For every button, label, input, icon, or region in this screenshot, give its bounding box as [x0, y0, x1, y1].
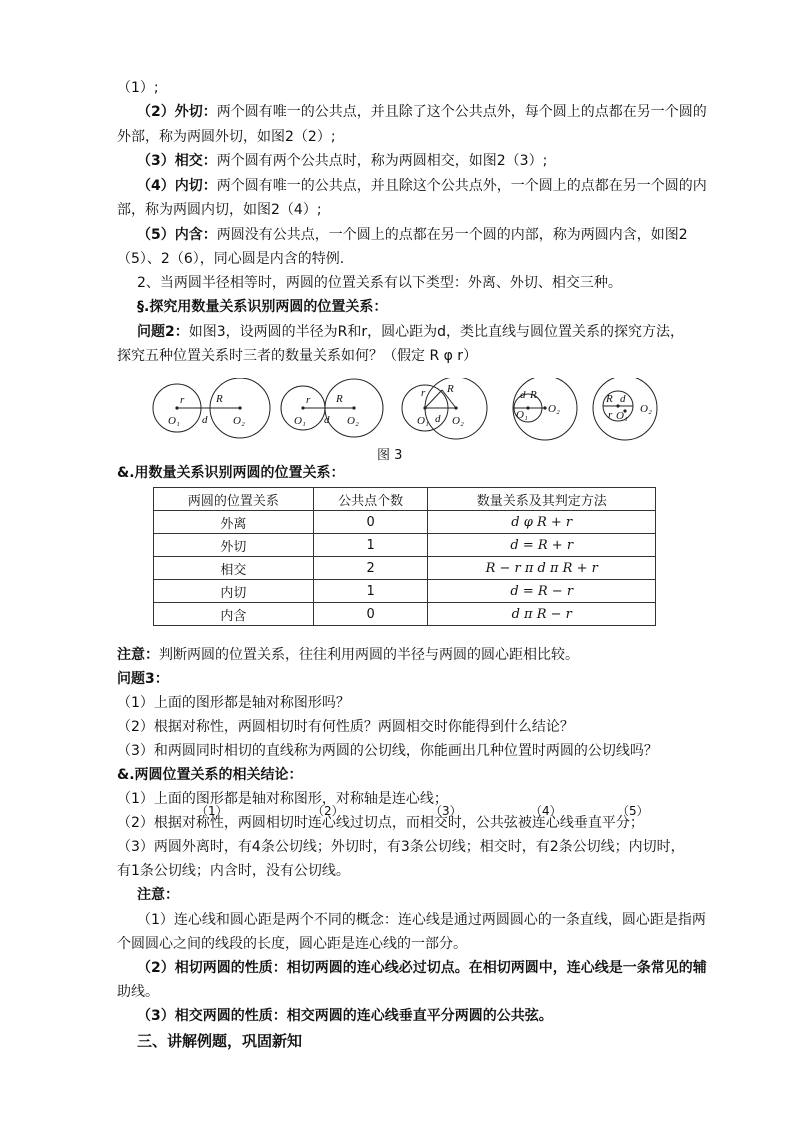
table-header-row	[154, 488, 656, 511]
label-d: d	[435, 413, 441, 425]
text-line: 有1条公切线；内含时，没有公切线。	[117, 863, 350, 879]
text-line: （5）、2（6），同心圆是内含的特例.	[117, 251, 345, 267]
column-header: 两圆的位置关系	[154, 488, 314, 511]
column-header: 公共点个数	[313, 488, 428, 511]
table-row	[154, 557, 656, 580]
figure-sublabel: （2）	[312, 804, 344, 818]
text-line: （1）连心线和圆心距是两个不同的概念：连心线是通过两圆圆心的一条直线，圆心距是指两	[137, 912, 706, 928]
table-row	[154, 603, 656, 626]
section-heading: §.探究用数量关系识别两圆的位置关系：	[137, 299, 388, 315]
text-span: 两圆没有公共点，一个圆上的点都在另一个圆的内部，称为两圆内含，如图2	[216, 227, 688, 243]
label-O2: O₂	[233, 415, 245, 427]
label-contained: （5）内含：	[137, 227, 217, 243]
label-r: r	[306, 394, 311, 406]
text-line	[137, 176, 737, 196]
label-d: d	[520, 389, 526, 401]
question-label: 问题2：	[137, 324, 189, 340]
figure-sublabel: （5）	[617, 804, 649, 818]
label-intersect: （3）相交：	[137, 153, 217, 169]
table-cell: 2	[313, 557, 428, 580]
label-R: R	[606, 393, 613, 405]
label-d: d	[620, 393, 626, 405]
label-d: d	[324, 414, 330, 426]
note-label: 注意：	[117, 647, 159, 663]
text-line: 探究五种位置关系时三者的数量关系如何？（假定 R φ r）	[117, 348, 478, 364]
text-line: （3）两圆外离时，有4条公切线；外切时，有3条公切线；相交时，有2条公切线；内切时，	[117, 839, 685, 855]
figure-3-diagram	[150, 378, 670, 448]
text-line: 外部，称为两圆外切，如图2（2）;	[117, 129, 336, 145]
text-line: （1）上面的图形都是轴对称图形吗？	[117, 695, 350, 711]
table-cell: 1	[313, 580, 428, 603]
text-line	[137, 225, 737, 245]
label-O1: O₁	[417, 415, 429, 427]
label-R: R	[530, 389, 537, 401]
text-line: （2）根据对称性，两圆相切时连心线过切点，而相交时，公共弦被连心线垂直平分；	[117, 815, 644, 831]
label-r: r	[421, 387, 426, 399]
text-line	[117, 645, 717, 665]
label-O2: O₂	[452, 415, 464, 427]
label-R: R	[447, 383, 454, 395]
text-line: 个圆圆心之间的线段的长度，圆心距是连心线的一部分。	[117, 936, 467, 952]
table-row	[154, 511, 656, 534]
table-cell: R − r π d π R + r	[428, 557, 656, 580]
text-line: 部，称为两圆内切，如图2（4）;	[117, 202, 322, 218]
label-r: r	[608, 409, 613, 421]
text-line	[137, 102, 737, 122]
column-header: 数量关系及其判定方法	[428, 488, 656, 511]
label-O1: O₁	[294, 415, 306, 427]
table-cell: 内切	[154, 580, 314, 603]
table-cell: d = R + r	[428, 534, 656, 557]
text-line: （1）上面的图形都是轴对称图形，对称轴是连心线；	[117, 791, 448, 807]
table-cell: 内含	[154, 603, 314, 626]
figure-sublabel: （3）	[430, 804, 462, 818]
section-title: 三、讲解例题，巩固新知	[137, 1032, 303, 1050]
question-label: 问题3：	[117, 671, 169, 687]
table-cell: 外离	[154, 511, 314, 534]
label-O2: O₂	[640, 403, 652, 415]
text-span: 两个圆有唯一的公共点，并且除这个公共点外，一个圆上的点都在另一个圆的内	[216, 178, 707, 194]
label-r: r	[180, 394, 185, 406]
section-heading: &.两圆位置关系的相关结论：	[117, 767, 303, 783]
label-O1: O₁	[616, 410, 628, 422]
table-row	[154, 580, 656, 603]
table-cell: 相交	[154, 557, 314, 580]
label-O1: O₁	[168, 415, 180, 427]
section-heading: &.用数量关系识别两圆的位置关系：	[117, 465, 345, 481]
text-line: （1）;	[117, 80, 159, 96]
text-line: （3）和两圆同时相切的直线称为两圆的公切线，你能画出几种位置时两圆的公切线吗？	[117, 743, 658, 759]
figure-sublabel: （4）	[530, 804, 562, 818]
table-cell: d = R − r	[428, 580, 656, 603]
text-span: 判断两圆的位置关系，往往利用两圆的半径与两圆的圆心距相比较。	[159, 647, 579, 663]
table-cell: 外切	[154, 534, 314, 557]
table-row	[154, 534, 656, 557]
label-R: R	[336, 393, 343, 405]
label-d: d	[202, 414, 208, 426]
text-line: （2）相切两圆的性质：相切两圆的连心线必过切点。在相切两圆中，连心线是一条常见的辅	[137, 960, 707, 976]
table-cell: 0	[313, 511, 428, 534]
label-R: R	[216, 393, 223, 405]
figure-caption: 图 3	[377, 448, 403, 463]
text-line: 助线。	[117, 984, 159, 1000]
text-line	[137, 151, 737, 171]
text-line: （2）根据对称性，两圆相切时有何性质？两圆相交时你能得到什么结论？	[117, 719, 574, 735]
figure-sublabel: （1）	[196, 804, 228, 818]
note-label: 注意：	[137, 887, 179, 903]
label-O1: O₁	[516, 409, 528, 421]
table-cell: d φ R + r	[428, 511, 656, 534]
label-O2: O₂	[347, 415, 359, 427]
text-span: 如图3，设两圆的半径为R和r，圆心距为d，类比直线与圆位置关系的探究方法，	[188, 324, 685, 340]
text-span: 两个圆有两个公共点时，称为两圆相交，如图2（3）;	[216, 153, 548, 169]
label-O2: O₂	[548, 403, 560, 415]
text-line: 2、当两圆半径相等时，两圆的位置关系有以下类型：外离、外切、相交三种。	[137, 275, 622, 291]
text-line: （3）相交两圆的性质：相交两圆的连心线垂直平分两圆的公共弦。	[137, 1008, 553, 1024]
table-cell: 1	[313, 534, 428, 557]
text-span: 两个圆有唯一的公共点，并且除了这个公共点外，每个圆上的点都在另一个圆的	[216, 104, 707, 120]
table-cell: 0	[313, 603, 428, 626]
text-line	[137, 322, 737, 342]
table-cell: d π R − r	[428, 603, 656, 626]
label-external-tangent: （2）外切：	[137, 104, 217, 120]
relationship-table	[153, 487, 656, 626]
label-internal-tangent: （4）内切：	[137, 178, 217, 194]
